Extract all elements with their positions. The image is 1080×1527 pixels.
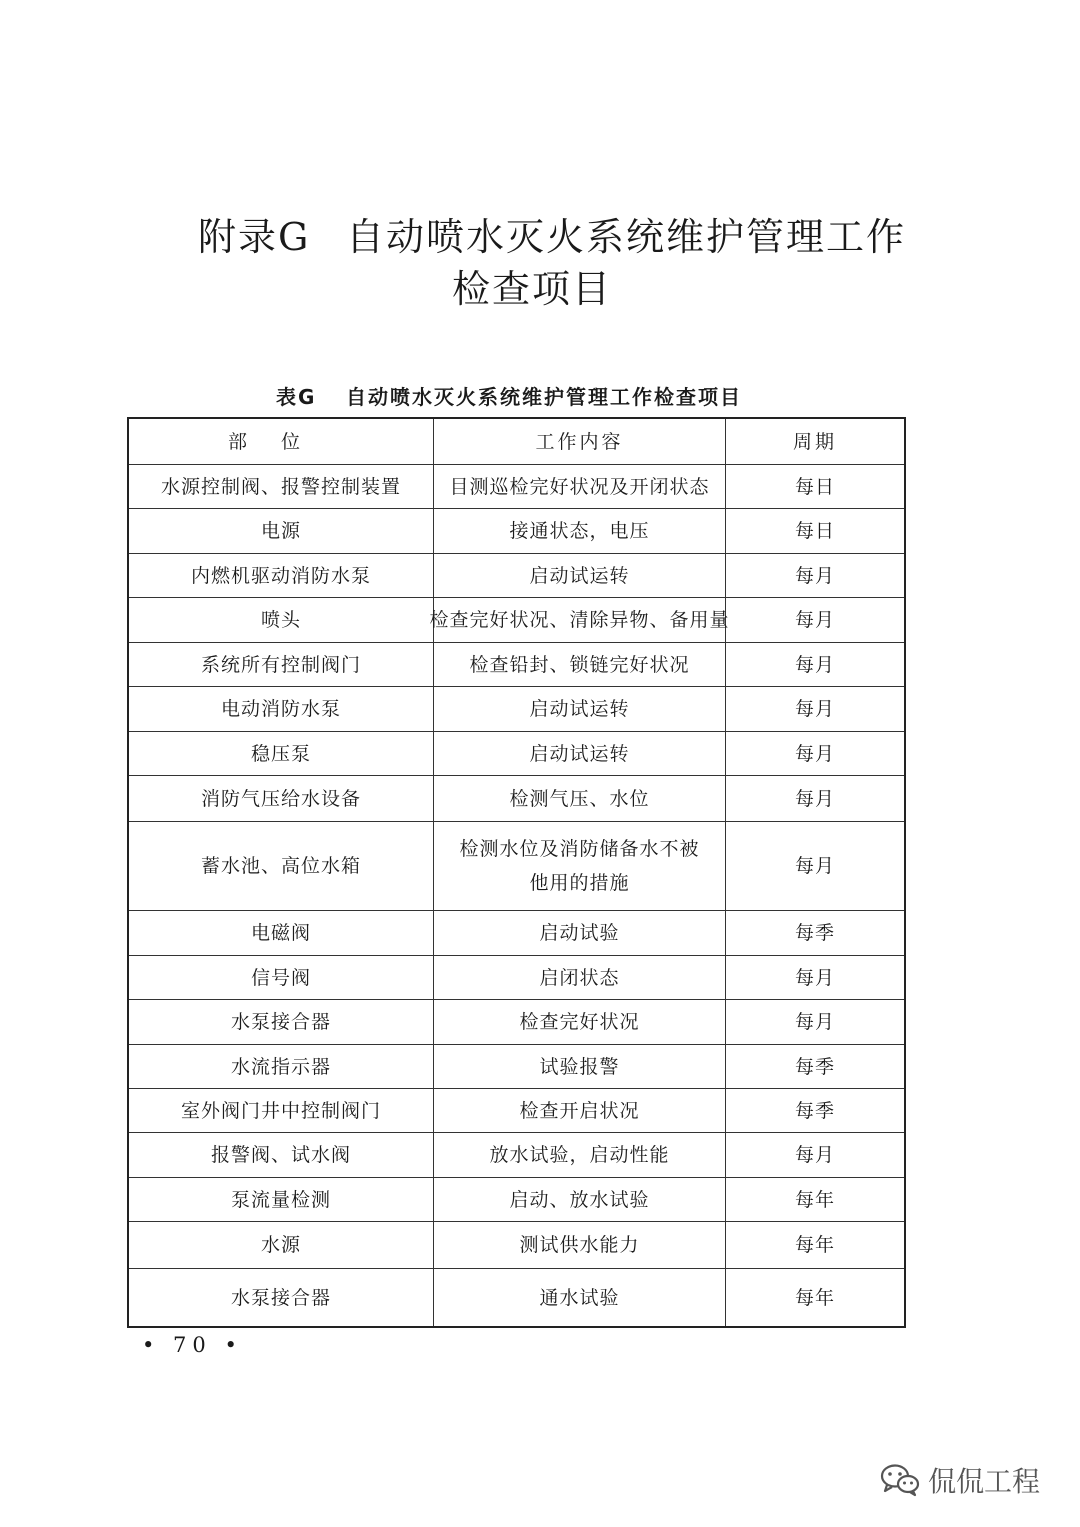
- cell-period: 每月: [794, 564, 835, 587]
- table-row: [129, 465, 904, 509]
- table-row: [129, 1045, 904, 1089]
- table-row: [129, 911, 904, 956]
- cell-period: 每月: [794, 855, 835, 877]
- watermark: [880, 1460, 1040, 1500]
- cell-part: 系统所有控制阀门: [129, 643, 434, 686]
- cell-part: 内燃机驱动消防水泵: [129, 554, 434, 597]
- cell-period: 每月: [794, 742, 835, 765]
- cell-work: 放水试验，启动性能: [434, 1133, 726, 1177]
- table-row: [129, 1089, 904, 1133]
- cell-work: 检查完好状况、清除异物、备用量: [434, 598, 726, 642]
- table-row: [129, 1133, 904, 1178]
- table-row: [129, 687, 904, 732]
- cell-work: 测试供水能力: [434, 1222, 726, 1268]
- cell-part: 报警阀、试水阀: [129, 1133, 434, 1177]
- cell-part: 电动消防水泵: [129, 687, 434, 731]
- table-row: [129, 956, 904, 1000]
- cell-period: 每年: [794, 1286, 835, 1309]
- cell-period: 每月: [794, 1011, 835, 1033]
- cell-work: 启动试运转: [434, 732, 726, 775]
- cell-period: 每日: [794, 475, 835, 498]
- cell-part: 喷头: [129, 598, 434, 642]
- cell-part: 稳压泵: [129, 732, 434, 775]
- title-line-1: 自动喷水灭火系统维护管理工作: [346, 215, 907, 259]
- cell-part: 泵流量检测: [129, 1178, 434, 1221]
- cell-work: 接通状态，电压: [434, 509, 726, 553]
- appendix-label: 附录G: [198, 215, 311, 259]
- table-row: [129, 1178, 904, 1222]
- cell-period: 每年: [794, 1234, 835, 1256]
- cell-work: 目测巡检完好状况及开闭状态: [434, 465, 726, 508]
- cell-work: 检查完好状况: [434, 1000, 726, 1044]
- header-period: 周期: [792, 430, 837, 453]
- cell-part: 消防气压给水设备: [129, 776, 434, 821]
- cell-period: 每季: [794, 1099, 835, 1122]
- cell-work: 启动试运转: [434, 687, 726, 731]
- cell-work: 检查开启状况: [434, 1089, 726, 1132]
- table-row: [129, 554, 904, 598]
- cell-period: 每月: [794, 966, 835, 989]
- table-title: 自动喷水灭火系统维护管理工作检查项目: [346, 385, 742, 409]
- cell-work: 启动试验: [434, 911, 726, 955]
- cell-part: 水源: [129, 1222, 434, 1268]
- wechat-icon: [880, 1463, 920, 1497]
- cell-part: 电源: [129, 509, 434, 553]
- table-number: 表G: [276, 385, 317, 409]
- table-row: [129, 598, 904, 643]
- table-row: [129, 1269, 904, 1326]
- cell-period: 每月: [794, 787, 835, 810]
- cell-period: 每日: [794, 520, 835, 542]
- cell-part: 室外阀门井中控制阀门: [129, 1089, 434, 1132]
- table-row: [129, 509, 904, 554]
- cell-work: 检查铅封、锁链完好状况: [434, 643, 726, 686]
- watermark-text: 侃侃工程: [928, 1465, 1041, 1498]
- cell-period: 每月: [794, 1144, 835, 1166]
- cell-part: 信号阀: [129, 956, 434, 999]
- cell-work: 检测水位及消防储备水不被他用的措施: [434, 822, 726, 910]
- header-part: 部位: [129, 419, 434, 464]
- cell-work: 检测气压、水位: [434, 776, 726, 821]
- table-row: [129, 1222, 904, 1269]
- table-header-row: [129, 419, 904, 465]
- cell-part: 水泵接合器: [129, 1269, 434, 1326]
- cell-work: 试验报警: [434, 1045, 726, 1088]
- title-line-2: 检查项目: [452, 267, 613, 311]
- cell-work: 启动、放水试验: [434, 1178, 726, 1221]
- cell-part: 蓄水池、高位水箱: [129, 822, 434, 910]
- table-row: [129, 643, 904, 687]
- cell-part: 电磁阀: [129, 911, 434, 955]
- cell-period: 每月: [794, 698, 835, 720]
- cell-work: 启动试运转: [434, 554, 726, 597]
- header-work: 工作内容: [434, 419, 726, 464]
- cell-period: 每季: [794, 922, 835, 944]
- table-row: [129, 1000, 904, 1045]
- cell-work: 通水试验: [434, 1269, 726, 1326]
- cell-part: 水流指示器: [129, 1045, 434, 1088]
- table-row: [129, 776, 904, 822]
- cell-part: 水泵接合器: [129, 1000, 434, 1044]
- cell-period: 每年: [794, 1188, 835, 1211]
- cell-period: 每月: [794, 653, 835, 676]
- page-number: • 70 •: [142, 1333, 243, 1357]
- inspection-table: [127, 417, 906, 1328]
- cell-period: 每月: [794, 609, 835, 631]
- table-row: [129, 732, 904, 776]
- cell-period: 每季: [794, 1055, 835, 1078]
- table-row: [129, 822, 904, 911]
- cell-work: 启闭状态: [434, 956, 726, 999]
- cell-part: 水源控制阀、报警控制装置: [129, 465, 434, 508]
